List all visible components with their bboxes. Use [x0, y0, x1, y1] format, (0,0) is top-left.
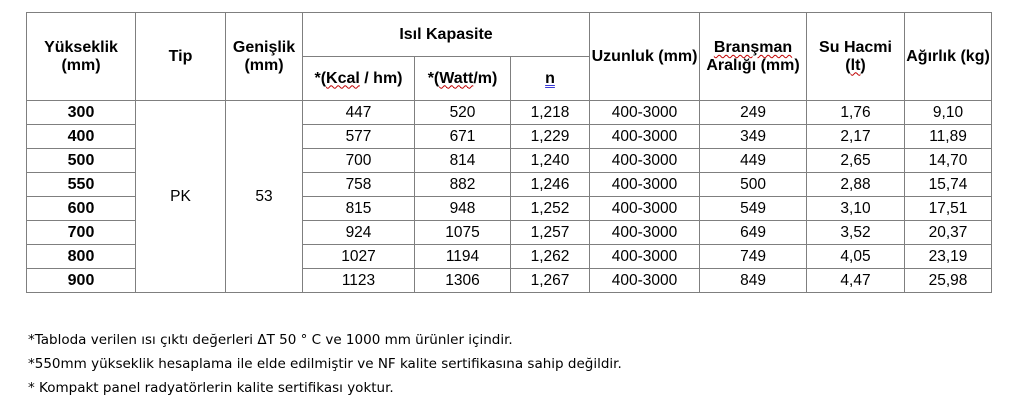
radiator-spec-table — [26, 12, 992, 293]
cell-watt: 671 — [415, 125, 511, 149]
cell-kcal: 447 — [303, 101, 415, 125]
su-hacmi-unit: lt — [850, 56, 861, 74]
cell-yukseklik: 500 — [27, 149, 136, 173]
cell-su-hacmi: 2,17 — [807, 125, 905, 149]
cell-yukseklik: 600 — [27, 197, 136, 221]
cell-su-hacmi: 1,76 — [807, 101, 905, 125]
footnotes — [28, 328, 622, 400]
cell-n: 1,240 — [511, 149, 590, 173]
cell-yukseklik: 550 — [27, 173, 136, 197]
footnote: * Kompakt panel radyatörlerin kalite sertifikası yoktur. — [28, 380, 394, 396]
cell-bransman: 549 — [700, 197, 807, 221]
footnote: *550mm yükseklik hesaplama ile elde edilmiştir ve NF kalite sertifikasına sahip değildir. — [28, 356, 622, 372]
cell-agirlik: 25,98 — [905, 269, 992, 293]
cell-uzunluk: 400-3000 — [590, 245, 700, 269]
cell-uzunluk: 400-3000 — [590, 173, 700, 197]
cell-bransman: 849 — [700, 269, 807, 293]
cell-agirlik: 15,74 — [905, 173, 992, 197]
cell-su-hacmi: 3,52 — [807, 221, 905, 245]
cell-su-hacmi: 2,65 — [807, 149, 905, 173]
cell-kcal: 700 — [303, 149, 415, 173]
cell-su-hacmi: 4,47 — [807, 269, 905, 293]
cell-yukseklik: 400 — [27, 125, 136, 149]
cell-uzunluk: 400-3000 — [590, 125, 700, 149]
bransman-word: Branşman — [713, 38, 793, 56]
cell-bransman: 349 — [700, 125, 807, 149]
cell-bransman: 500 — [700, 173, 807, 197]
header-watt: *(Watt/m) — [415, 57, 511, 101]
header-n: n — [511, 57, 590, 101]
cell-uzunluk: 400-3000 — [590, 149, 700, 173]
cell-kcal: 815 — [303, 197, 415, 221]
header-yukseklik: Yükseklik (mm) — [27, 13, 136, 101]
cell-agirlik: 23,19 — [905, 245, 992, 269]
cell-watt: 1194 — [415, 245, 511, 269]
kcal-word: Kcal — [326, 69, 360, 87]
su-hacmi-close: ) — [860, 56, 866, 74]
su-hacmi-label: Su Hacmi — [819, 38, 892, 56]
cell-kcal: 1027 — [303, 245, 415, 269]
cell-tip: PK — [136, 101, 226, 293]
cell-agirlik: 11,89 — [905, 125, 992, 149]
cell-watt: 1306 — [415, 269, 511, 293]
header-isil-kapasite: Isıl Kapasite — [303, 13, 590, 57]
header-bransman — [700, 13, 807, 101]
bransman-rest: Aralığı (mm) — [706, 56, 800, 74]
header-tip: Tip — [136, 13, 226, 101]
cell-bransman: 749 — [700, 245, 807, 269]
cell-bransman: 649 — [700, 221, 807, 245]
cell-agirlik: 14,70 — [905, 149, 992, 173]
header-su-hacmi — [807, 13, 905, 101]
cell-genislik: 53 — [226, 101, 303, 293]
cell-n: 1,246 — [511, 173, 590, 197]
su-hacmi-open: ( — [845, 56, 851, 74]
cell-uzunluk: 400-3000 — [590, 221, 700, 245]
cell-n: 1,257 — [511, 221, 590, 245]
cell-kcal: 758 — [303, 173, 415, 197]
table-row — [27, 101, 992, 125]
cell-su-hacmi: 4,05 — [807, 245, 905, 269]
cell-watt: 520 — [415, 101, 511, 125]
cell-yukseklik: 900 — [27, 269, 136, 293]
watt-word: Watt — [439, 69, 474, 87]
cell-n: 1,229 — [511, 125, 590, 149]
cell-uzunluk: 400-3000 — [590, 101, 700, 125]
cell-bransman: 249 — [700, 101, 807, 125]
cell-watt: 1075 — [415, 221, 511, 245]
cell-agirlik: 20,37 — [905, 221, 992, 245]
cell-kcal: 577 — [303, 125, 415, 149]
cell-n: 1,267 — [511, 269, 590, 293]
cell-kcal: 924 — [303, 221, 415, 245]
cell-n: 1,252 — [511, 197, 590, 221]
header-uzunluk: Uzunluk (mm) — [590, 13, 700, 101]
header-kcal: *(Kcal / hm) — [303, 57, 415, 101]
cell-agirlik: 17,51 — [905, 197, 992, 221]
cell-su-hacmi: 2,88 — [807, 173, 905, 197]
cell-uzunluk: 400-3000 — [590, 197, 700, 221]
cell-bransman: 449 — [700, 149, 807, 173]
cell-uzunluk: 400-3000 — [590, 269, 700, 293]
header-genislik: Genişlik (mm) — [226, 13, 303, 101]
cell-yukseklik: 300 — [27, 101, 136, 125]
cell-kcal: 1123 — [303, 269, 415, 293]
cell-n: 1,262 — [511, 245, 590, 269]
cell-watt: 948 — [415, 197, 511, 221]
footnote: *Tabloda verilen ısı çıktı değerleri ΔT 50 ° C ve 1000 mm ürünler içindir. — [28, 332, 513, 348]
cell-agirlik: 9,10 — [905, 101, 992, 125]
cell-su-hacmi: 3,10 — [807, 197, 905, 221]
cell-watt: 882 — [415, 173, 511, 197]
cell-yukseklik: 700 — [27, 221, 136, 245]
cell-watt: 814 — [415, 149, 511, 173]
cell-yukseklik: 800 — [27, 245, 136, 269]
cell-n: 1,218 — [511, 101, 590, 125]
header-agirlik: Ağırlık (kg) — [905, 13, 992, 101]
